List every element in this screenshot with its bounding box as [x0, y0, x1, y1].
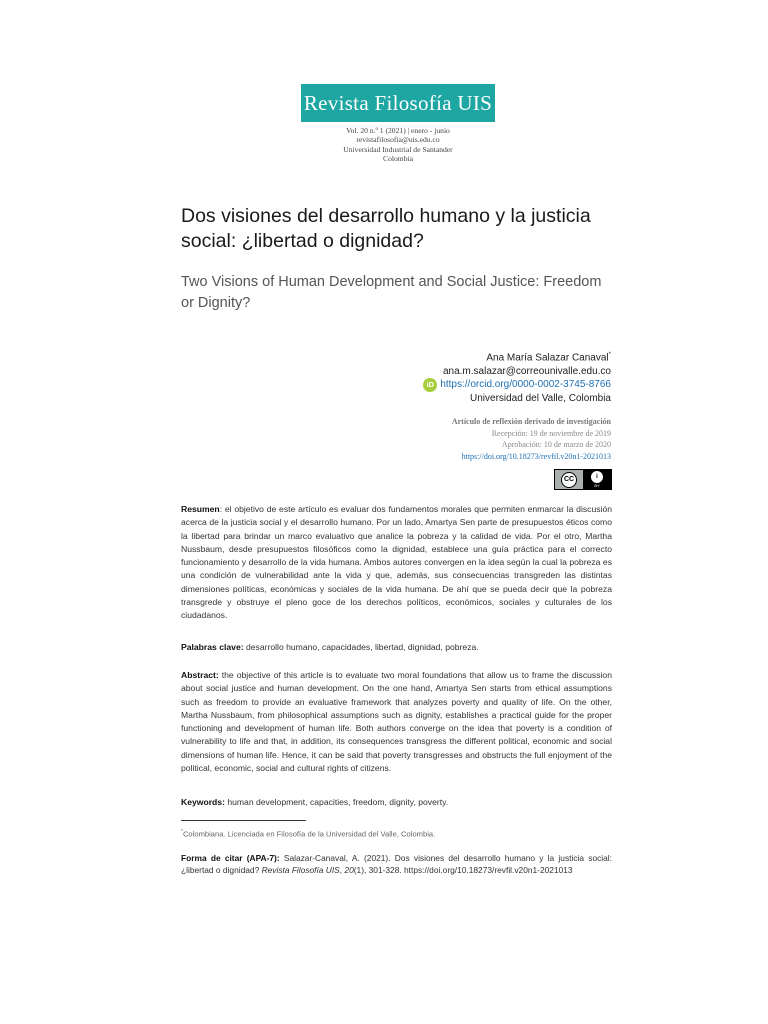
- palabras-clave-text: desarrollo humano, capacidades, libertad, dignidad, pobreza.: [243, 642, 479, 652]
- citation-text-before: Salazar-Canaval, A. (2021). Dos visiones del desarrollo humano y la justicia social: ¿libertad o dignidad?: [181, 853, 612, 876]
- resumen-label: Resumen: [181, 504, 220, 514]
- resumen-paragraph: [181, 503, 612, 623]
- journal-banner: [301, 84, 495, 122]
- orcid-row: [423, 378, 611, 392]
- cc-section: [555, 470, 583, 489]
- creative-commons-icon: CC: [561, 472, 577, 488]
- journal-name: Revista Filosofía UIS: [303, 90, 493, 115]
- author-name-row: [423, 349, 611, 365]
- approved-date: Aprobación: 10 de marzo de 2020: [501, 440, 611, 449]
- author-email[interactable]: ana.m.salazar@correounivalle.edu.co: [442, 365, 611, 377]
- citation-volume: 20: [344, 865, 354, 876]
- article-meta: [452, 416, 611, 462]
- orcid-icon: iD: [423, 378, 437, 392]
- by-section: [583, 470, 611, 489]
- author-footnote-marker: *: [608, 352, 611, 358]
- doi-link[interactable]: https://doi.org/10.18273/revfil.v20n1-2021013: [461, 451, 611, 461]
- citation-paragraph: [181, 852, 612, 876]
- author-block: [423, 349, 611, 405]
- citation-label: Forma de citar (APA-7):: [181, 853, 280, 863]
- footnote-divider: [181, 820, 306, 821]
- footnote-marker: *: [181, 829, 183, 835]
- cc-by-license-badge[interactable]: [554, 469, 612, 490]
- journal-country: Colombia: [383, 154, 413, 164]
- received-date: Recepción: 19 de noviembre de 2019: [491, 428, 611, 438]
- footnote: [181, 827, 612, 840]
- keywords-text: human development, capacities, freedom, dignity, poverty.: [224, 797, 449, 807]
- palabras-clave-label: Palabras clave:: [181, 642, 244, 652]
- citation-journal: Revista Filosofía UIS: [261, 865, 340, 876]
- article-type: Artículo de reflexión derivado de investigación: [451, 417, 611, 426]
- keywords-label: Keywords:: [181, 797, 225, 807]
- resumen-text: : el objetivo de este artículo es evaluar dos fundamentos morales que permiten enmarcar la discusión acerca de la justicia social y el desarrollo humano. Por un lado, Amartya Sen parte de presupuestos éticos como la libertad para brindar un marco evaluativo que analice la pobreza y la calidad de vida. Por el otro, Martha Nussbaum, desde presupuestos filosóficos como la dignidad, establece una guía práctica para el correcto funcionamiento y desarrollo de la vida humana. Ambos autores convergen en la idea según la cual la pobreza es una condición de vulnerabilidad ante la vida y que, además, sus consecuencias transgreden las distintas dimensiones políticas, económicas y sociales de la vida humana. De ahí que se pueda decir que la pobreza transgrede y obstruye el pleno goce de los derechos políticos, económicos, sociales y culturales de los ciudadanos.: [181, 504, 612, 621]
- author-name: Ana María Salazar Canaval: [486, 352, 609, 364]
- palabras-clave-paragraph: [181, 641, 612, 654]
- orcid-link[interactable]: https://orcid.org/0000-0002-3745-8766: [440, 379, 611, 391]
- abstract-paragraph: [181, 669, 612, 775]
- journal-email[interactable]: revistafilosofia@uis.edu.co: [356, 135, 440, 145]
- author-affiliation: Universidad del Valle, Colombia: [470, 392, 611, 404]
- journal-meta: [300, 126, 496, 164]
- citation-text-after: (1), 301-328. https://doi.org/10.18273/revfil.v20n1-2021013: [353, 865, 573, 876]
- attribution-person-icon: i: [591, 471, 603, 483]
- journal-volume: Vol. 20 n.º 1 (2021) | enero - junio: [346, 126, 450, 135]
- journal-university: Universidad Industrial de Santander: [343, 144, 453, 154]
- keywords-paragraph: [181, 796, 612, 809]
- abstract-text: the objective of this article is to evaluate two moral foundations that allow us to frame the discussion about social justice and human development. On the one hand, Amartya Sen starts from ethical assumptions such as freedom to provide an evaluative framework that analyzes poverty and quality of life. On the other, Martha Nussbaum, from philosophical assumptions such as dignity, establishes a practical guide for the proper functioning and development of human life. Both authors converge on the idea that poverty is a condition of vulnerability to life and that, in addition, its consequences transgress the different political, economic and social dimensions of human life. Hence, it can be said that poverty transgresses and obstructs the full enjoyment of the political, economic, social and cultural rights of citizens.: [181, 670, 612, 774]
- article-title-spanish: Dos visiones del desarrollo humano y la justicia social: ¿libertad o dignidad?: [181, 205, 591, 252]
- citation-separator: ,: [339, 865, 345, 876]
- abstract-label: Abstract:: [181, 670, 219, 680]
- article-title-english: Two Visions of Human Development and Social Justice: Freedom or Dignity?: [181, 274, 602, 311]
- by-label: BY: [594, 483, 600, 488]
- footnote-text: Colombiana. Licenciada en Filosofía de la Universidad del Valle, Colombia.: [182, 829, 436, 839]
